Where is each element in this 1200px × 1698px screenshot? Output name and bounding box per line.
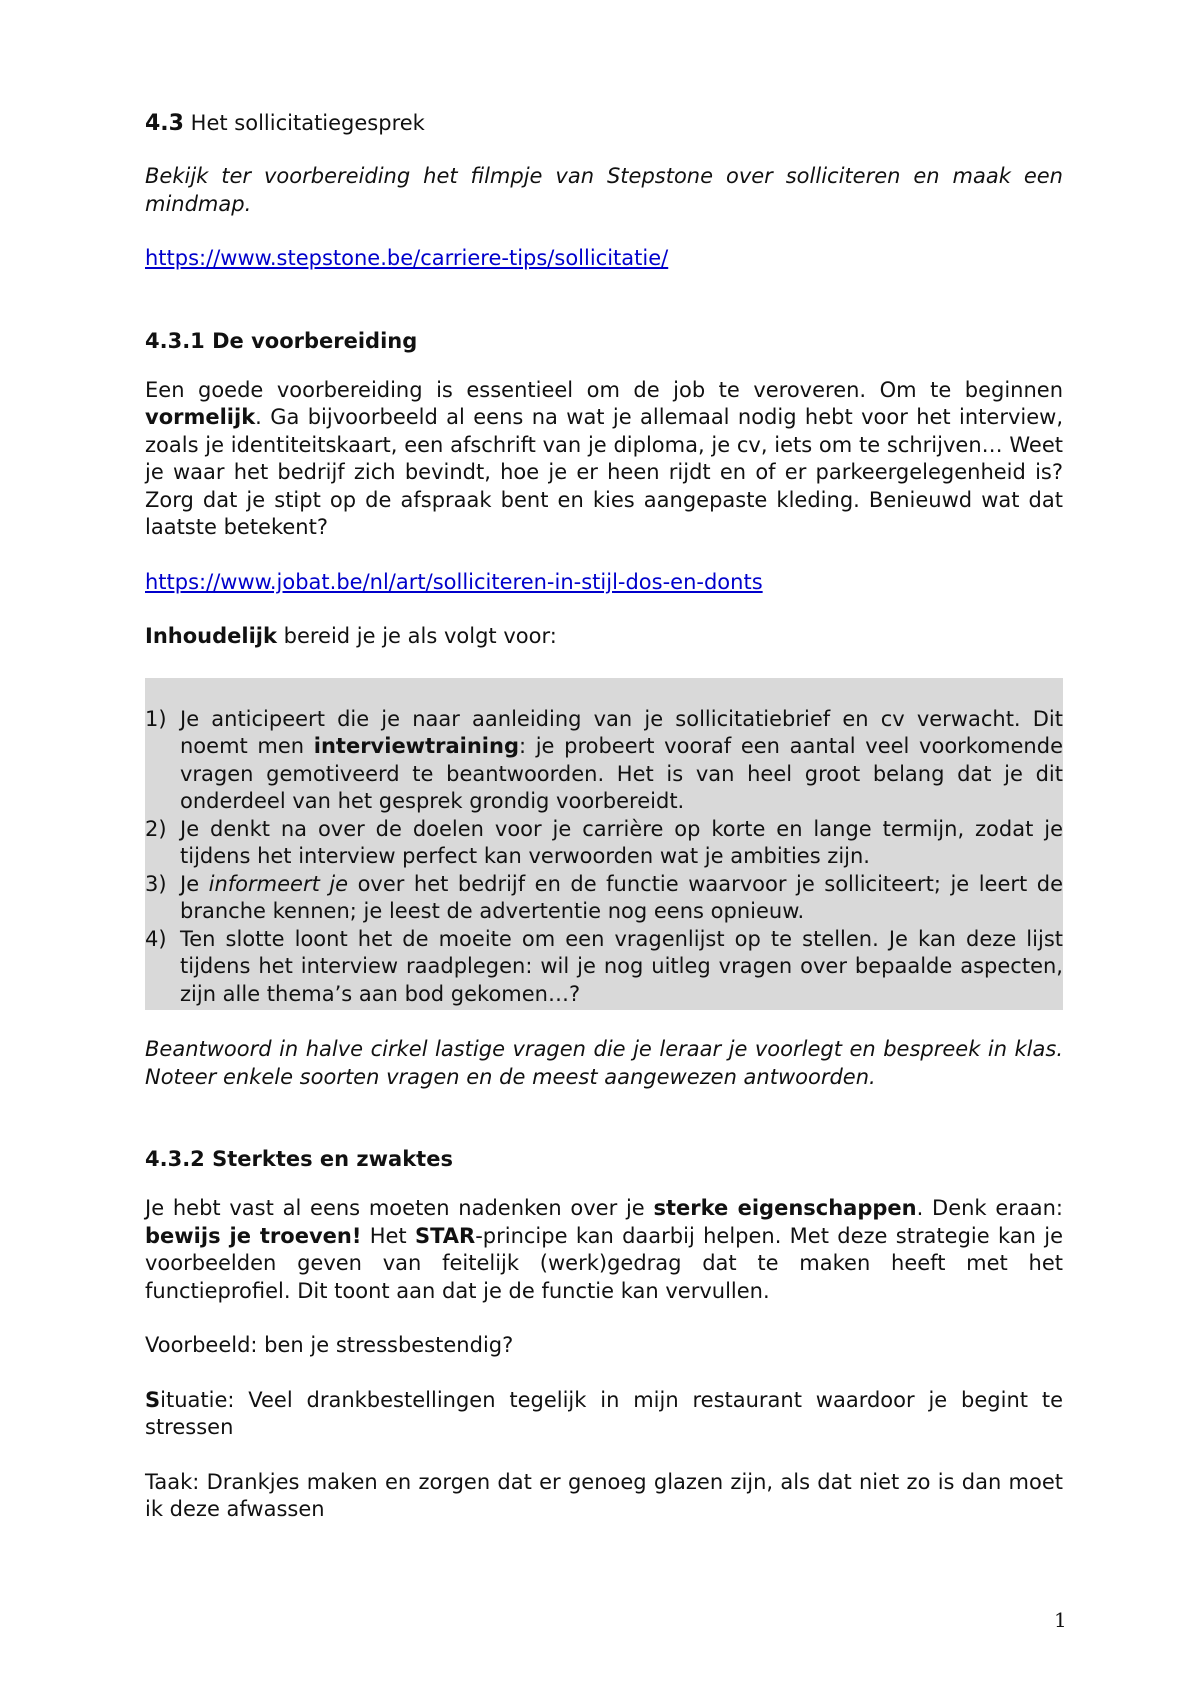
list-item — [145, 816, 1063, 871]
list-item — [145, 871, 1063, 926]
strengths-text: -principe kan daarbij helpen. Met deze strategie kan je voorbeelden geven van feitelijk (werk)gedrag dat te maken heeft met het functieprofiel. Dit toont aan dat je de functie kan vervullen. — [145, 1223, 1063, 1303]
section-heading — [145, 110, 1063, 137]
document-page — [145, 110, 1063, 1524]
intro-paragraph: Bekijk ter voorbereiding het filmpje van Stepstone over solliciteren en maak een mindmap. — [145, 164, 1063, 216]
prep-text-2: . Ga bijvoorbeeld al eens na wat je allemaal nodig hebt voor het interview, zoals je identiteitskaart, een afschrift van je diploma, je cv, iets om te schrijven… Weet je waar het bedrijf zich bevindt, hoe je er heen rijdt en of er parkeergelegenheid is? Zorg dat je stipt op de afspraak bent en kies aangepaste kleding. Benieuwd wat dat laatste betekent? — [145, 405, 1063, 539]
example-paragraph: Voorbeeld: ben je stressbestendig? — [145, 1333, 514, 1357]
task-paragraph: Taak: Drankjes maken en zorgen dat er genoeg glazen zijn, als dat niet zo is dan moet ik deze afwassen — [145, 1469, 1063, 1521]
content-intro — [145, 623, 1063, 651]
subsection-heading-preparation: 4.3.1 De voorbereiding — [145, 328, 418, 353]
section-number: 4.3 — [145, 111, 184, 136]
strengths-bold: bewijs je troeven! — [145, 1223, 362, 1248]
situation-letter: S — [145, 1387, 161, 1412]
list-text: Ten slotte loont het de moeite om een vragenlijst op te stellen. Je kan deze lijst tijdens het interview raadplegen: wil je nog uitleg vragen over bepaalde aspecten, zijn alle thema’s aan bod gekomen…? — [180, 926, 1063, 1006]
strengths-bold: STAR — [414, 1223, 476, 1248]
preparation-paragraph — [145, 377, 1063, 542]
strengths-text: . Denk eraan: — [916, 1196, 1063, 1220]
list-text: over het bedrijf en de functie waarvoor je solliciteert; je leert de branche kennen; je leest de advertentie nog eens opnieuw. — [180, 871, 1063, 923]
strengths-text: Je hebt vast al eens moeten nadenken over je — [145, 1196, 654, 1220]
list-text: Je — [180, 871, 209, 896]
list-marker: 4) — [145, 926, 167, 951]
list-marker: 3) — [145, 871, 167, 896]
preparation-list — [145, 706, 1063, 1009]
situation-paragraph — [145, 1387, 1063, 1442]
prep-text-1: Een goede voorbereiding is essentieel om de job te veroveren. Om te beginnen — [145, 377, 1063, 402]
situation-text: ituatie: Veel drankbestellingen tegelijk in mijn restaurant waardoor je begint te stressen — [145, 1387, 1063, 1439]
strengths-text: Het — [361, 1223, 415, 1248]
subsection-heading-strengths: 4.3.2 Sterktes en zwaktes — [145, 1147, 453, 1171]
list-text: Je denkt na over de doelen voor je carrière op korte en lange termijn, zodat je tijdens het interview perfect kan verwoorden wat je ambities zijn. — [180, 816, 1063, 868]
assignment-paragraph: Beantwoord in halve cirkel lastige vragen die je leraar je voorlegt en bespreek in klas. Noteer enkele soorten vragen en de meest aangewezen antwoorden. — [145, 1037, 1063, 1089]
list-text: : je probeert vooraf een aantal veel voorkomende vragen gemotiveerd te beantwoorden. Het is van heel groot belang dat je dit onderdeel van het gesprek grondig voorbereidt. — [180, 734, 1063, 813]
list-marker: 2) — [145, 816, 167, 841]
list-italic: informeert je — [208, 871, 349, 896]
strengths-paragraph — [145, 1195, 1063, 1305]
list-text: Je anticipeert die je naar aanleiding van je sollicitatiebrief en cv verwacht. Dit noemt men — [180, 706, 1063, 758]
strengths-bold: sterke eigenschappen — [653, 1196, 917, 1220]
content-rest: bereid je je als volgt voor: — [276, 624, 557, 648]
jobat-link[interactable]: https://www.jobat.be/nl/art/solliciteren-in-stijl-dos-en-donts — [145, 569, 763, 594]
preparation-list-box — [145, 678, 1063, 1011]
list-item — [145, 706, 1063, 816]
list-bold: interviewtraining — [313, 734, 519, 758]
section-title: Het sollicitatiegesprek — [190, 111, 425, 135]
prep-bold: vormelijk — [145, 405, 256, 429]
list-item — [145, 926, 1063, 1009]
stepstone-link[interactable]: https://www.stepstone.be/carriere-tips/sollicitatie/ — [145, 246, 669, 270]
list-marker: 1) — [145, 706, 167, 731]
page-number: 1 — [1054, 1608, 1067, 1632]
content-bold: Inhoudelijk — [145, 624, 277, 648]
